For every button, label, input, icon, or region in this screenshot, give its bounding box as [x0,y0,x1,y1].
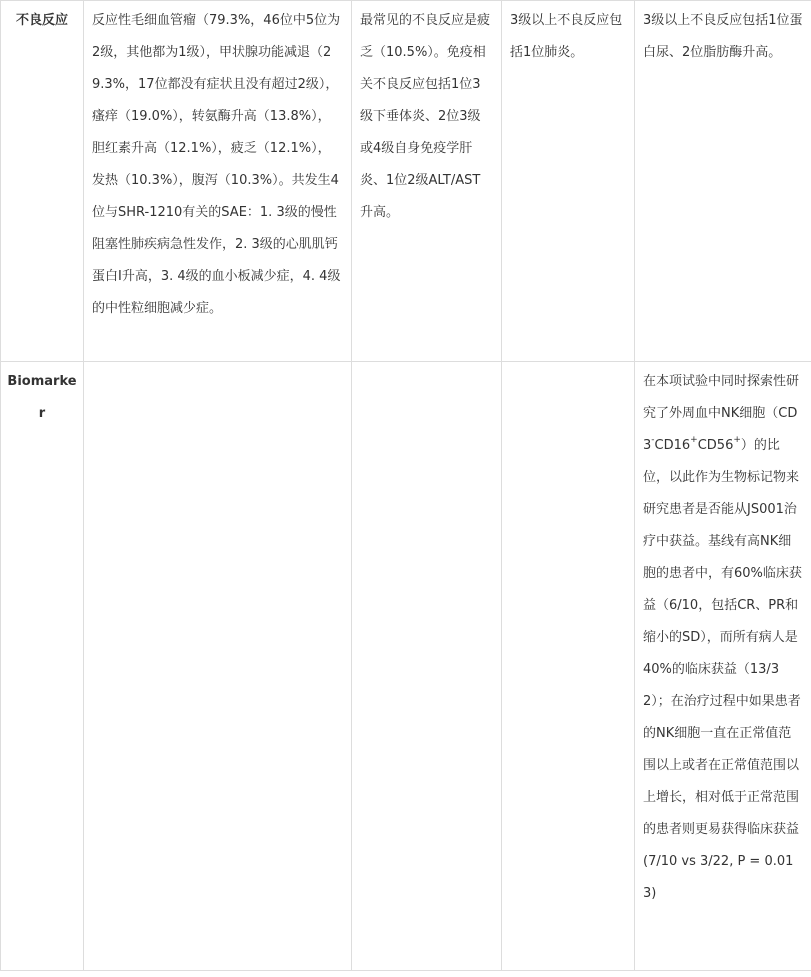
table-cell-empty [352,362,502,971]
text-segment: CD16 [654,438,691,453]
table-cell: 最常见的不良反应是疲乏（10.5%）。免疫相关不良反应包括1位3级下垂体炎、2位3级或4级自身免疫学肝炎、1位2级ALT/AST升高。 [352,1,502,362]
table-cell: 3级以上不良反应包括1位肺炎。 [502,1,635,362]
text-segment: 在本项试验中同时探索性研究了外周血中NK细胞（CD3 [643,374,800,453]
text-segment: ）的比位，以此作为生物标记物来研究患者是否能从JS001治疗中获益。基线有高NK细胞的患者中，有60%临床获益（6/10，包括CR、PR和缩小的SD），而所有病人是40%的临床获益（13/32）；在治疗过程中如果患者的NK细胞一直在正常值范围以上或者在正常值范围以上增长，相对低于正常范围的患者则更易获得临床获益(7/10 vs 3/22, P = 0.013) [643,438,802,901]
table-cell-empty [84,362,352,971]
text-segment: CD56 [697,438,734,453]
row-header: Biomarker [1,362,84,971]
table-row-biomarker [1,362,811,971]
table-cell: 3级以上不良反应包括1位蛋白尿、2位脂肪酶升高。 [635,1,811,362]
superscript: + [733,434,741,445]
row-header: 不良反应 [1,1,84,362]
table-cell-biomarker-text [635,362,811,971]
superscript: - [651,434,655,445]
table-cell-empty [502,362,635,971]
table-cell: 反应性毛细血管瘤（79.3%，46位中5位为2级，其他都为1级），甲状腺功能减退（29.3%，17位都没有症状且没有超过2级），瘙痒（19.0%），转氨酶升高（13.8%），胆红素升高（12.1%），疲乏（12.1%），发热（10.3%），腹泻（10.3%）。共发生4位与SHR-1210有关的SAE：1. 3级的慢性阻塞性肺疾病急性发作，2. 3级的心肌肌钙蛋白I升高，3. 4级的血小板减少症，4. 4级的中性粒细胞减少症。 [84,1,352,362]
superscript: + [690,434,698,445]
table-row-adverse-reactions [1,1,811,362]
